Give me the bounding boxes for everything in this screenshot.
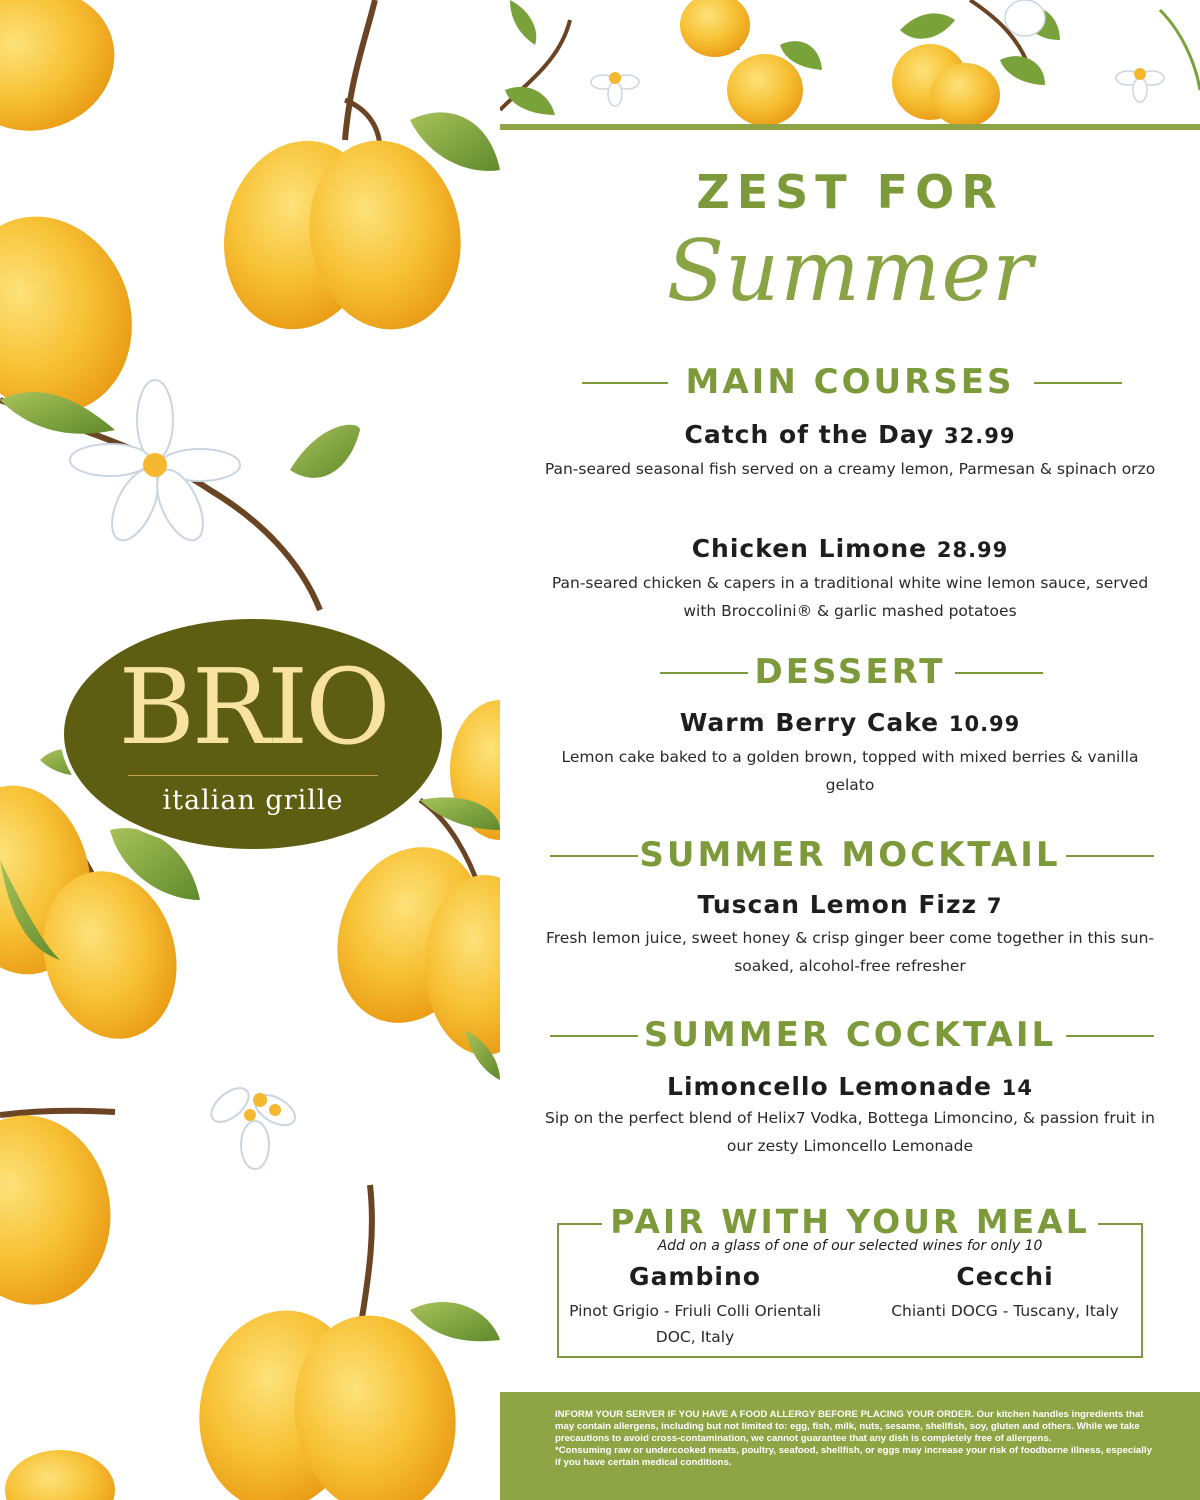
section-dessert [500, 650, 1200, 694]
wine-description: Pinot Grigio - Friuli Colli Orientali DOC, Italy [569, 1302, 821, 1346]
section-summer-cocktail [500, 1013, 1200, 1057]
lemon-illustration-panel [0, 0, 500, 1500]
hero-title: ZEST FOR [696, 165, 1004, 219]
menu-item-price: 10.99 [948, 712, 1021, 736]
blossom-flower [70, 380, 240, 547]
menu-item-name: Chicken Limone [691, 534, 928, 563]
menu-item-title [500, 534, 1200, 563]
menu-item-name: Tuscan Lemon Fizz [697, 890, 978, 919]
footer-disclaimer [555, 1409, 1155, 1469]
section-title: SUMMER COCKTAIL [643, 1015, 1057, 1055]
menu-item-description: Lemon cake baked to a golden brown, topped with mixed berries & vanilla gelato [561, 748, 1139, 794]
pairing-subtitle: Add on a glass of one of our selected wines for only 10 [657, 1238, 1043, 1254]
lemon-top-border [500, 0, 1200, 128]
menu-item-title [500, 708, 1200, 737]
section-main-courses [500, 360, 1200, 404]
menu-item-description: Fresh lemon juice, sweet honey & crisp ginger beer come together in this sun-soaked, alcohol-free refresher [545, 929, 1155, 975]
pairing-title: PAIR WITH YOUR MEAL [602, 1200, 1098, 1244]
top-divider [500, 124, 1200, 130]
menu-item-name: Warm Berry Cake [679, 708, 940, 737]
logo-brand-name: BRIO [118, 646, 388, 768]
menu-item-price: 7 [986, 894, 1003, 918]
menu-item-name: Catch of the Day [684, 420, 935, 449]
allergy-footer [500, 1392, 1200, 1500]
menu-item-description: Pan-seared chicken & capers in a traditional white wine lemon sauce, served with Broccolini® & garlic mashed potatoes [551, 574, 1149, 620]
allergy-notice: INFORM YOUR SERVER IF YOU HAVE A FOOD ALLERGY BEFORE PLACING YOUR ORDER. Our kitchen handles ingredients that may contain allergens, including but not limited to: egg, fish, milk, nuts, sesame, shellfish, soy, gluten and others. While we take precautions to avoid cross-contamination, we cannot guarantee that any dish is completely free of allergens. [555, 1409, 1144, 1444]
menu-item-description: Pan-seared seasonal fish served on a creamy lemon, Parmesan & spinach orzo [544, 460, 1156, 478]
section-title: SUMMER MOCKTAIL [639, 835, 1061, 875]
hero-script-title: Summer [666, 222, 1034, 320]
menu-panel [500, 0, 1200, 1500]
menu-item-price: 14 [1001, 1076, 1033, 1100]
menu-item-price: 32.99 [944, 424, 1016, 448]
wine-name: Cecchi [956, 1262, 1054, 1291]
logo-subtitle: italian grille [162, 785, 344, 816]
brio-logo [60, 615, 446, 853]
wine-name: Gambino [629, 1262, 761, 1291]
menu-item-title [500, 890, 1200, 919]
section-summer-mocktail [500, 833, 1200, 877]
menu-item-name: Limoncello Lemonade [667, 1072, 992, 1101]
menu-item-price: 28.99 [936, 538, 1009, 562]
menu-item-title [500, 1072, 1200, 1101]
section-title: DESSERT [754, 652, 946, 692]
menu-item-title [500, 420, 1200, 449]
wine-description: Chianti DOCG - Tuscany, Italy [891, 1302, 1119, 1320]
logo-divider [128, 775, 378, 776]
section-title: MAIN COURSES [685, 362, 1015, 402]
menu-item-description: Sip on the perfect blend of Helix7 Vodka, Bottega Limoncino, & passion fruit in our zesty Limoncello Lemonade [544, 1109, 1155, 1155]
consumption-warning: *Consuming raw or undercooked meats, poultry, seafood, shellfish, or eggs may increase your risk of foodborne illness, especially if you have certain medical conditions. [555, 1445, 1152, 1468]
